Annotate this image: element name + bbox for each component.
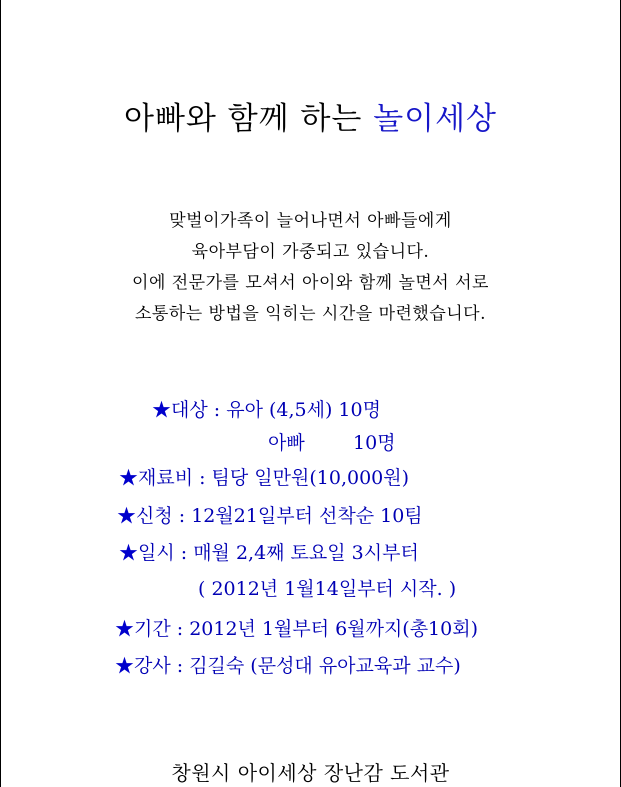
intro-line: 이에 전문가를 모셔서 아이와 함께 놀면서 서로 [132, 273, 489, 293]
star-icon: ★ [115, 655, 135, 677]
organization-footer: 창원시 아이세상 장난감 도서관 [171, 761, 450, 785]
detail-schedule [119, 540, 419, 566]
detail-target-father: 아빠 10명 [268, 432, 396, 454]
star-icon: ★ [152, 399, 172, 421]
star-icon: ★ [119, 542, 139, 564]
target-label: 대상 : [171, 399, 227, 421]
target-child: 유아 (4,5세) 10명 [226, 399, 381, 421]
instructor-text: 강사 : 김길숙 (문성대 유아교육과 교수) [134, 655, 461, 677]
detail-period [115, 616, 478, 642]
detail-schedule-note: ( 2012년 1월14일부터 시작. ) [198, 578, 457, 600]
title-accent: 놀이세상 [373, 101, 497, 137]
star-icon: ★ [117, 505, 137, 527]
detail-target [152, 397, 381, 423]
star-icon: ★ [115, 618, 135, 640]
detail-application [117, 503, 423, 529]
schedule-text: 일시 : 매월 2,4째 토요일 3시부터 [138, 542, 419, 564]
intro-line: 맞벌이가족이 늘어나면서 아빠들에게 [169, 211, 452, 231]
fee-text: 재료비 : 팀당 일만원(10,000원) [138, 467, 410, 489]
intro-line: 소통하는 방법을 익히는 시간을 마련했습니다. [134, 304, 487, 324]
application-text: 신청 : 12월21일부터 선착순 10팀 [136, 505, 423, 527]
detail-instructor [115, 653, 461, 679]
detail-fee [119, 465, 409, 491]
intro-line: 육아부담이 가중되고 있습니다. [191, 242, 430, 262]
period-text: 기간 : 2012년 1월부터 6월까지(총10회) [134, 618, 479, 640]
star-icon: ★ [119, 467, 139, 489]
title-main: 아빠와 함께 하는 [124, 101, 374, 137]
